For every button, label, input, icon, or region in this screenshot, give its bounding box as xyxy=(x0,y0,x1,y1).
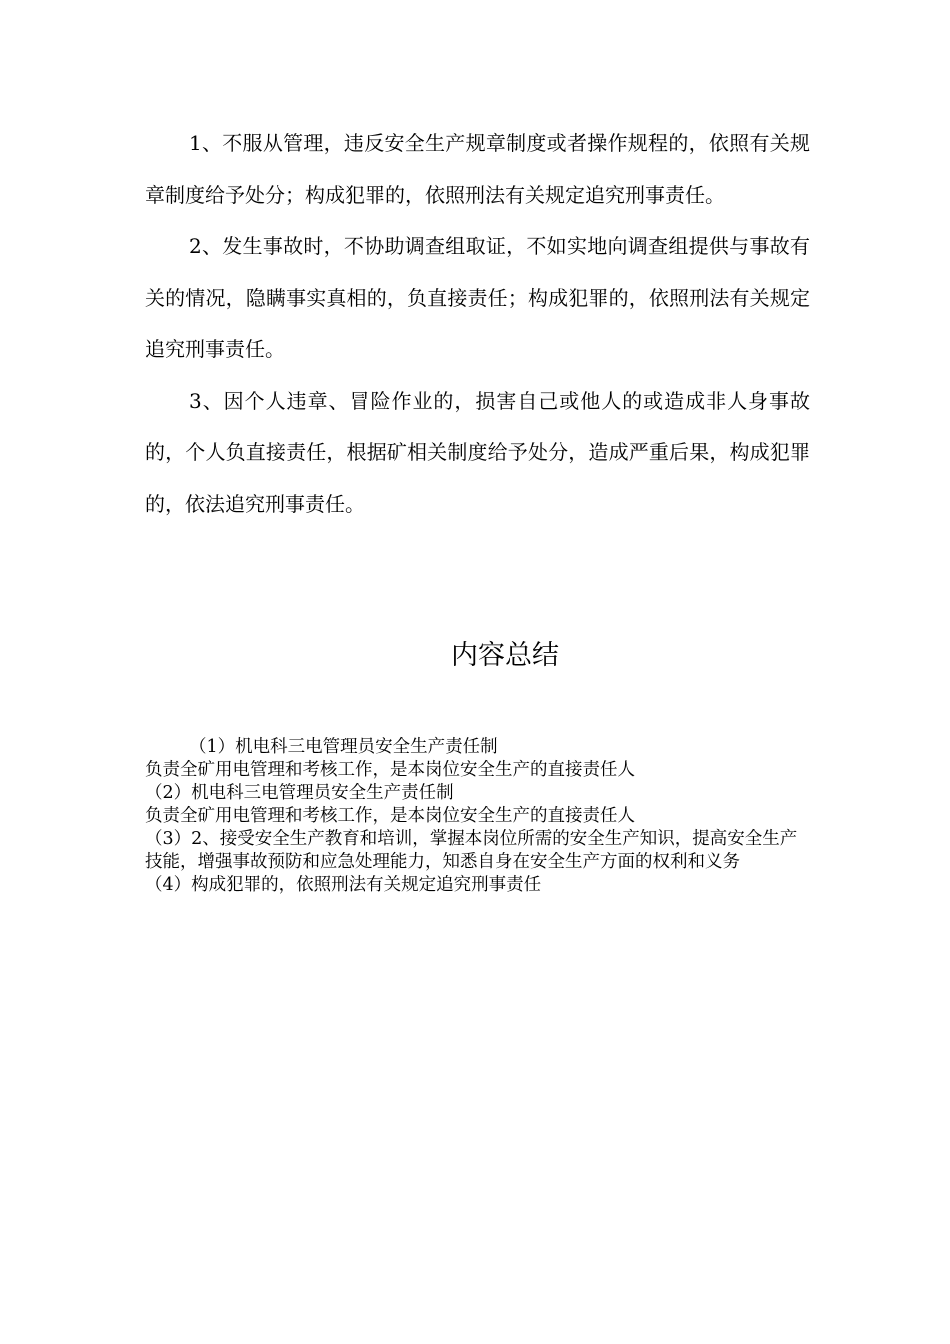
paragraph-1: 1、不服从管理，违反安全生产规章制度或者操作规程的，依照有关规章制度给予处分；构成犯罪的，依照刑法有关规定追究刑事责任。 xyxy=(145,131,810,207)
summary-item: （1）机电科三电管理员安全生产责任制 xyxy=(189,737,498,757)
body-text xyxy=(145,118,810,530)
paragraph-2: 2、发生事故时，不协助调查组取证，不如实地向调查组提供与事故有关的情况，隐瞒事实真相的，负直接责任；构成犯罪的，依照刑法有关规定追究刑事责任。 xyxy=(145,234,810,361)
summary-item: （4）构成犯罪的，依照刑法有关规定追究刑事责任 xyxy=(145,875,542,895)
summary-item: 负责全矿用电管理和考核工作，是本岗位安全生产的直接责任人 xyxy=(145,760,635,780)
summary-title: 内容总结 xyxy=(451,640,559,671)
summary-list xyxy=(145,736,805,897)
summary-item: 负责全矿用电管理和考核工作，是本岗位安全生产的直接责任人 xyxy=(145,806,635,826)
summary-item: （3）2、接受安全生产教育和培训，掌握本岗位所需的安全生产知识，提高安全生产技能，增强事故预防和应急处理能力，知悉自身在安全生产方面的权利和义务 xyxy=(145,829,798,872)
summary-item: （2）机电科三电管理员安全生产责任制 xyxy=(145,783,454,803)
paragraph-3: 3、因个人违章、冒险作业的，损害自己或他人的或造成非人身事故的，个人负直接责任，根据矿相关制度给予处分，造成严重后果，构成犯罪的，依法追究刑事责任。 xyxy=(145,388,810,516)
